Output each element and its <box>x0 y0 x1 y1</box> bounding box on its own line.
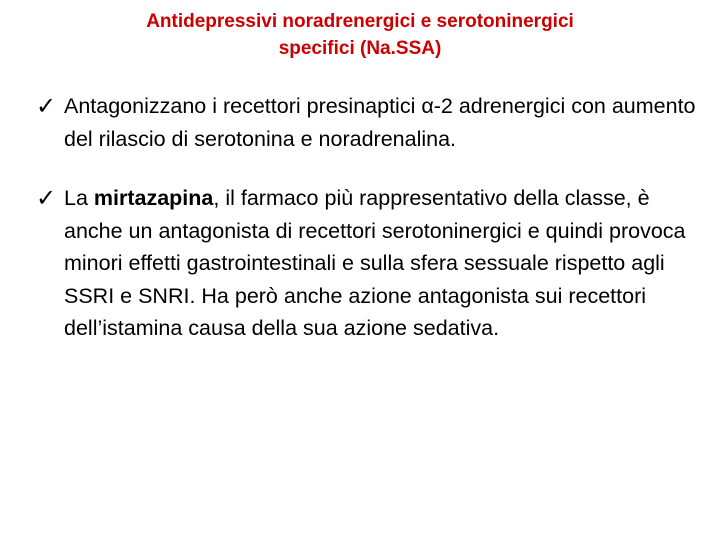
bullet-item-2 <box>36 182 706 345</box>
slide-title <box>40 8 680 62</box>
checkmark-icon: ✓ <box>36 92 57 120</box>
checkmark-icon: ✓ <box>36 184 57 212</box>
bullet-text-2 <box>64 182 706 345</box>
drug-name-mirtazapina: mirtazapina <box>93 186 214 210</box>
bullet-text-2-prefix: La <box>64 186 94 210</box>
bullet-item-1 <box>36 90 706 155</box>
slide-title-line-2: specifici (Na.SSA) <box>278 38 442 59</box>
slide-title-line-1: Antidepressivi noradrenergici e serotoninergici <box>146 11 574 32</box>
bullet-text-1: Antagonizzano i recettori presinaptici α-2 adrenergici con aumento del rilascio di serotonina e noradrenalina. <box>64 94 696 151</box>
bullet-text-2-rest: , il farmaco più rappresentativo della classe, è anche un antagonista di recettori serotoninergici e quindi provoca minori effetti gastrointestinali e sulla sfera sessuale rispetto agli SSRI e SNRI. Ha però anche azione antagonista sui recettori dell’istamina causa della sua azione sedativa. <box>64 186 686 340</box>
